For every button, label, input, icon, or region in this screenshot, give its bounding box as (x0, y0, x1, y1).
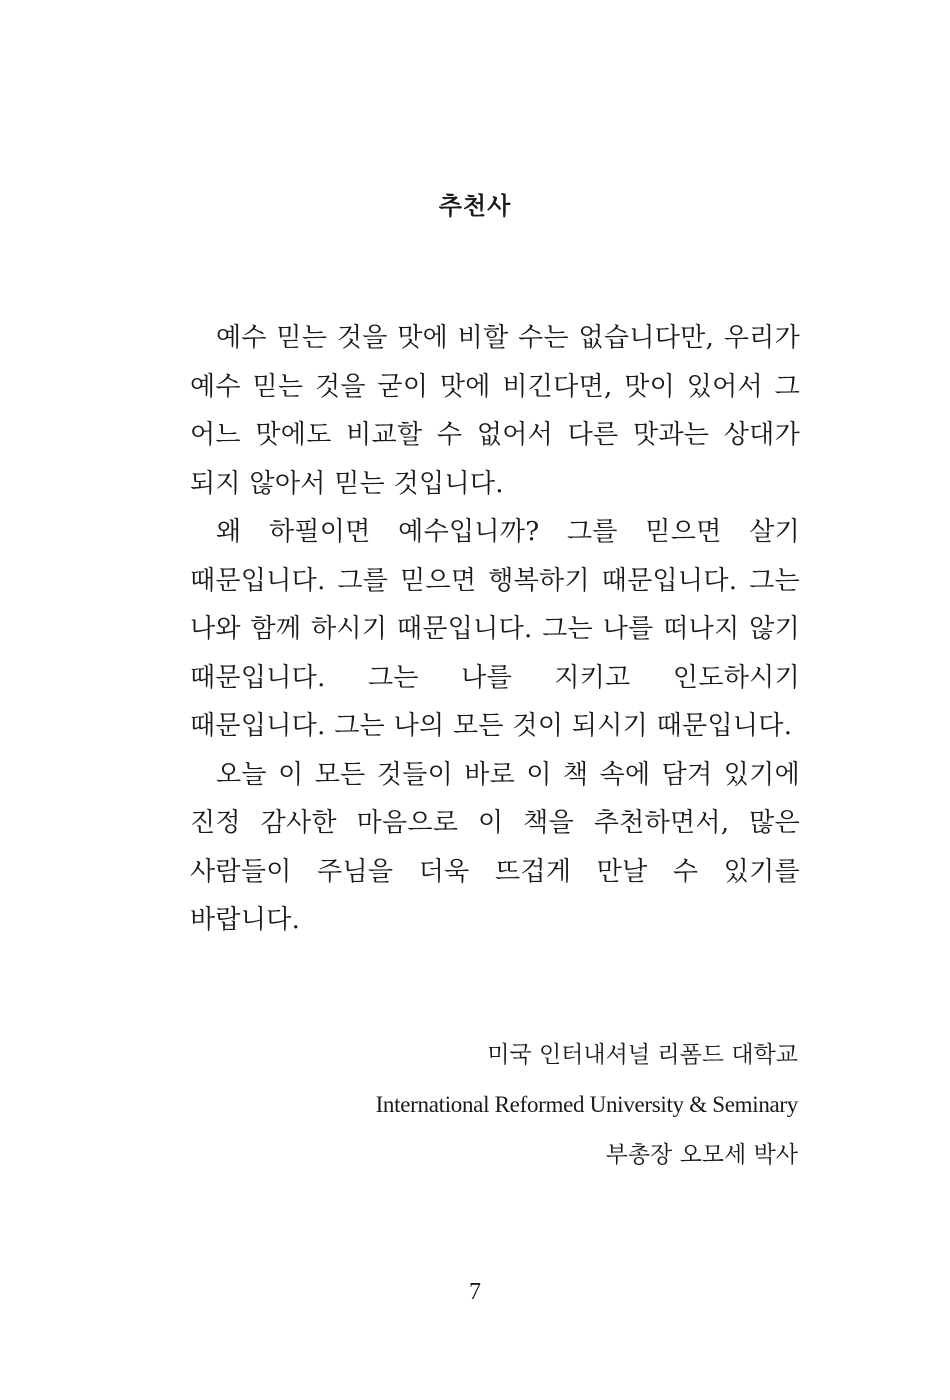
page-number: 7 (469, 1279, 481, 1305)
paragraph-2: 왜 하필이면 예수입니까? 그를 믿으면 살기 때문입니다. 그를 믿으면 행복하기 때문입니다. 그는 나와 함께 하시기 때문입니다. 그는 나를 떠나지 않기 때문입니다. 그는 나를 지키고 인도하시기 때문입니다. 그는 나의 모든 것이 되시기 때문입니다. (190, 517, 800, 741)
recommendation-body (190, 314, 800, 945)
paragraph-1: 예수 믿는 것을 맛에 비할 수는 없습니다만, 우리가 예수 믿는 것을 굳이 맛에 비긴다면, 맛이 있어서 그 어느 맛에도 비교할 수 없어서 다른 맛과는 상대가 되지 않아서 믿는 것입니다. (190, 323, 800, 499)
paragraph-3: 오늘 이 모든 것들이 바로 이 책 속에 담겨 있기에 진정 감사한 마음으로 이 책을 추천하면서, 많은 사람들이 주님을 더욱 뜨겁게 만날 수 있기를 바랍니다. (190, 759, 800, 935)
page-title: 추천사 (438, 192, 512, 221)
institution-korean: 미국 인터내셔널 리폼드 대학교 (487, 1042, 798, 1068)
institution-english: International Reformed University & Seminary (375, 1092, 798, 1117)
author-name: 부총장 오모세 박사 (605, 1142, 798, 1168)
signature-block (376, 1030, 798, 1180)
